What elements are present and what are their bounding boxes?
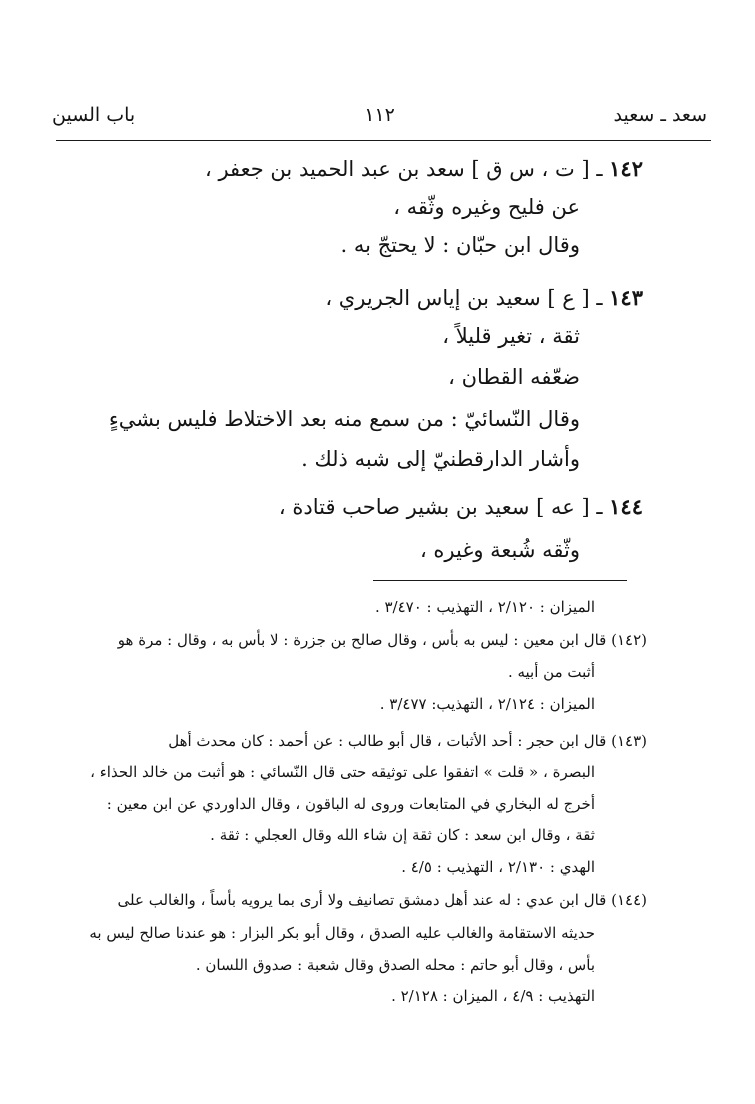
entry-text: ـ [ عه ] سعيد بن بشير صاحب قتادة ، <box>278 495 603 519</box>
entry-text: ـ [ ت ، س ق ] سعد بن عبد الحميد بن جعفر ، <box>204 157 603 181</box>
page-number: ١١٢ <box>364 104 395 126</box>
entry-line: وقال النّسائيّ : من سمع منه بعد الاختلاط فليس بشيءٍ <box>108 407 580 431</box>
running-header <box>52 104 707 136</box>
footnote-line: أثبت من أبيه . <box>507 663 595 681</box>
header-divider <box>56 140 711 141</box>
footnote-line: التهذيب : ٤/٩ ، الميزان : ٢/١٢٨ . <box>391 987 595 1005</box>
footnote-line: (١٤٣) قال ابن حجر : أحد الأثبات ، قال أبو طالب : عن أحمد : كان محدث أهل <box>168 732 647 750</box>
entry-143-heading <box>325 287 643 309</box>
footnote-line: حديثه الاستقامة والغالب عليه الصدق ، وقال أبو بكر البزار : هو عندنا صالح ليس به <box>89 924 595 942</box>
entry-line: عن فليح وغيره وثّقه ، <box>393 195 580 219</box>
footnote-line: بأس ، وقال أبو حاتم : محله الصدق وقال شعبة : صدوق اللسان . <box>195 956 595 974</box>
footnote-line: الميزان : ٢/١٢٤ ، التهذيب: ٣/٤٧٧ . <box>379 695 595 713</box>
entry-number: ١٤٢ <box>609 156 643 181</box>
entry-142-heading <box>205 158 643 180</box>
header-entry-range: سعد ـ سعيد <box>613 104 707 126</box>
footnote-line: ثقة ، وقال ابن سعد : كان ثقة إن شاء الله وقال العجلي : ثقة . <box>210 826 595 844</box>
entry-line: وثّقه شُبعة وغيره ، <box>419 538 580 562</box>
footnote-line: البصرة ، « قلت » اتفقوا على توثيقه حتى قال النّسائي : هو أثبت من خالد الحذاء ، <box>90 763 595 781</box>
footnote-line: (١٤٢) قال ابن معين : ليس به بأس ، وقال صالح بن جزرة : لا بأس به ، وقال : مرة هو <box>117 631 647 649</box>
entry-line: ضعّفه القطان ، <box>448 365 580 389</box>
footnote-divider <box>373 580 627 581</box>
entry-number: ١٤٣ <box>609 285 643 310</box>
footnote-line: أخرج له البخاري في المتابعات وروى له الباقون ، وقال الداوردي عن ابن معين : <box>106 795 595 813</box>
footnote-line: الميزان : ٢/١٢٠ ، التهذيب : ٣/٤٧٠ . <box>374 598 595 616</box>
entry-text: ـ [ ع ] سعيد بن إياس الجريري ، <box>325 286 603 310</box>
footnote-line: الهدي : ٢/١٣٠ ، التهذيب : ٤/٥ . <box>401 858 595 876</box>
entry-144-heading <box>279 496 643 518</box>
footnote-line: (١٤٤) قال ابن عدي : له عند أهل دمشق تصانيف ولا أرى بما يرويه بأساً ، والغالب على <box>117 891 647 909</box>
entry-number: ١٤٤ <box>609 494 643 519</box>
header-chapter-title: باب السين <box>52 104 136 126</box>
entry-line: ثقة ، تغير قليلاً ، <box>442 324 580 348</box>
entry-line: وأشار الدارقطنيّ إلى شبه ذلك . <box>301 447 580 471</box>
entry-line: وقال ابن حبّان : لا يحتجّ به . <box>340 233 580 257</box>
